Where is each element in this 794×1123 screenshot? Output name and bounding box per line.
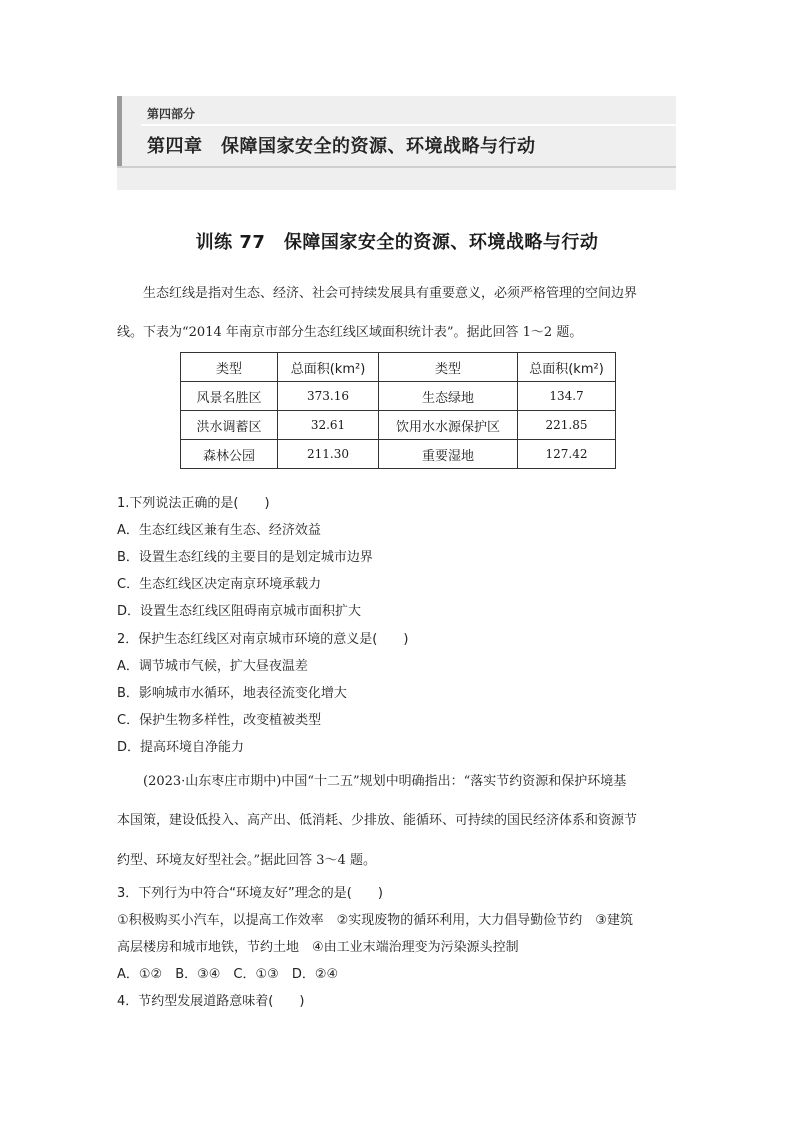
question-3-line-2: 高层楼房和城市地铁，节约土地 ④由工业末端治理变为污染源头控制 [117,940,519,955]
table-cell: 饮用水水源保护区 [379,411,518,440]
table-cell: 重要湿地 [379,440,518,469]
question-2-stem: 2．保护生态红线区对南京城市环境的意义是( ) [117,632,409,647]
table-cell: 221.85 [518,411,616,440]
intro-line-1: 生态红线是指对生态、经济、社会可持续发展具有重要意义，必须严格管理的空间边界 [143,286,638,301]
banner-accent-bar [117,96,122,168]
question-1-option-d: D．设置生态红线区阻碍南京城市面积扩大 [117,604,362,619]
question-3-options: A．①② B．③④ C．①③ D．②④ [117,967,339,982]
area-table [180,352,616,469]
table-cell: 32.61 [278,411,379,440]
table-cell: 373.16 [278,382,379,411]
question-3-stem: 3．下列行为中符合“环境友好”理念的是( ) [117,886,383,901]
question-1-option-b: B．设置生态红线的主要目的是划定城市边界 [117,550,373,565]
banner-bottom-line [117,166,676,168]
question-1-option-a: A．生态红线区兼有生态、经济效益 [117,523,321,538]
table-header-cell: 类型 [379,353,518,382]
passage-2-line-3: 约型、环境友好型社会。”据此回答 3～4 题。 [117,853,376,868]
table-cell: 211.30 [278,440,379,469]
table-cell: 134.7 [518,382,616,411]
banner-part-label: 第四部分 [147,107,196,121]
question-4-stem: 4．节约型发展道路意味着( ) [117,994,305,1009]
question-1-option-c: C．生态红线区决定南京环境承载力 [117,577,322,592]
banner-divider [141,124,676,126]
table-cell: 127.42 [518,440,616,469]
table-cell: 风景名胜区 [181,382,278,411]
chapter-banner [117,96,676,190]
table-header-row [181,353,616,382]
question-2-option-c: C．保护生物多样性，改变植被类型 [117,713,322,728]
question-3-line-1: ①积极购买小汽车，以提高工作效率 ②实现废物的循环利用，大力倡导勤俭节约 ③建筑 [117,913,633,928]
passage-2-line-2: 本国策，建设低投入、高产出、低消耗、少排放、能循环、可持续的国民经济体系和资源节 [117,813,638,828]
table-row [181,382,616,411]
question-2-option-b: B．影响城市水循环，地表径流变化增大 [117,686,347,701]
table-cell: 生态绿地 [379,382,518,411]
passage-2-line-1: (2023·山东枣庄市期中)中国“十二五”规划中明确指出：“落实节约资源和保护环境基 [143,774,627,789]
question-1-stem: 1.下列说法正确的是( ) [117,496,270,511]
chapter-title: 第四章 保障国家安全的资源、环境战略与行动 [147,136,536,157]
table-header-cell: 总面积(km²) [518,353,616,382]
table-cell: 森林公园 [181,440,278,469]
question-2-option-d: D．提高环境自净能力 [117,740,245,755]
table-row [181,440,616,469]
table-header-cell: 类型 [181,353,278,382]
intro-line-2: 线。下表为“2014 年南京市部分生态红线区域面积统计表”。据此回答 1～2 题。 [117,325,583,340]
table-row [181,411,616,440]
table-header-cell: 总面积(km²) [278,353,379,382]
page-title: 训练 77 保障国家安全的资源、环境战略与行动 [195,232,599,253]
question-2-option-a: A．调节城市气候，扩大昼夜温差 [117,659,308,674]
table-cell: 洪水调蓄区 [181,411,278,440]
